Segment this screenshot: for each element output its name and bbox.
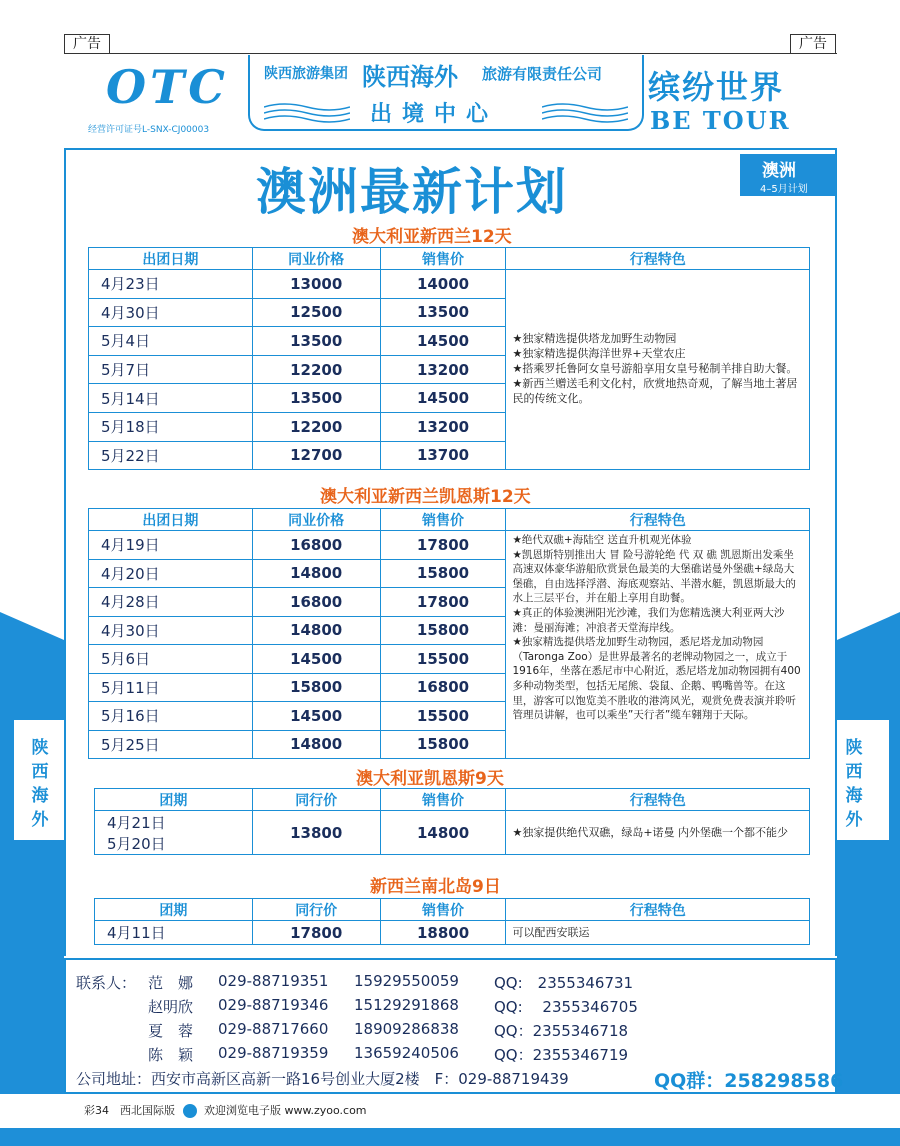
contact-mobile: 15129291868 [354, 996, 459, 1014]
side-label-right [842, 736, 866, 832]
departure-date: 4月30日 [89, 298, 253, 327]
departure-date: 5月18日 [89, 412, 253, 441]
sale-price: 13500 [380, 298, 506, 327]
contact-name: 陈 颖 [148, 1046, 194, 1064]
departure-date: 4月30日 [89, 616, 253, 645]
contact-tel: 029-88719346 [218, 996, 329, 1014]
sale-price: 13200 [380, 412, 506, 441]
contact-mobile: 15929550059 [354, 972, 459, 990]
sale-price: 14500 [380, 327, 506, 356]
col-header: 行程特色 [506, 899, 810, 921]
sale-price: 14000 [380, 270, 506, 299]
table-row [89, 531, 810, 560]
side-char: 外 [845, 810, 863, 830]
sale-price: 18800 [380, 921, 506, 945]
footer-text: 欢迎浏览电子版 www.zyoo.com [204, 1104, 367, 1117]
side-char: 陕 [31, 738, 49, 758]
contact-name: 范 娜 [148, 974, 194, 992]
contact-label: 联系人： [76, 974, 137, 992]
trade-price: 12500 [252, 298, 380, 327]
table-row [89, 270, 810, 299]
trade-price: 15800 [252, 673, 380, 702]
sale-price: 15500 [380, 702, 506, 731]
banner-name: 陕西海外 [362, 62, 458, 91]
contact-mobile: 18909286838 [354, 1020, 459, 1038]
sale-price: 15800 [380, 559, 506, 588]
departure-date: 4月19日 [89, 531, 253, 560]
company-banner [248, 55, 644, 131]
trade-price: 17800 [252, 921, 380, 945]
trade-price: 13000 [252, 270, 380, 299]
trade-price: 12700 [252, 441, 380, 470]
company-address: 公司地址：西安市高新区高新一路16号创业大厦2楼 F：029-88719439 [76, 1070, 569, 1088]
col-header: 行程特色 [506, 509, 810, 531]
region-tag [740, 154, 836, 196]
col-header: 出团日期 [89, 248, 253, 270]
col-header: 行程特色 [506, 789, 810, 811]
be-tour-logo-cn: 缤纷世界 [648, 68, 785, 106]
section-title-1: 澳大利亚新西兰12天 [352, 227, 512, 247]
col-header: 销售价 [380, 899, 506, 921]
col-header: 同业价格 [252, 509, 380, 531]
side-char: 外 [31, 810, 49, 830]
trade-price: 13500 [252, 384, 380, 413]
contact-name: 夏 蓉 [148, 1022, 194, 1040]
side-char: 海 [31, 786, 49, 806]
sale-price: 13200 [380, 355, 506, 384]
side-char: 海 [845, 786, 863, 806]
departure-date: 5月25日 [89, 730, 253, 759]
be-tour-logo-en: BE TOUR [650, 106, 791, 135]
itinerary-features: ★绝代双礁+海陆空 送直升机观光体验 ★凯恩斯特别推出大 冒 险号游轮绝 代 双 礁 凯恩斯出发乘坐高速双体豪华游船欣赏景色最美的大堡礁诺曼外堡礁+绿岛大堡礁，自由选择浮潜、海底观察站、半潜水艇，凯恩斯最大的水上三层平台，并在船上享用自助餐。 ★真正的体验澳洲阳光沙滩，我们为您精选澳大利亚两大沙滩：曼丽海滩；冲浪者天堂海岸线。 ★独家精选提供塔龙加野生动物园，悉尼塔龙加动物园（Taronga Zoo）是世界最著名的老牌动物园之一，成立于1916年，坐落在悉尼市中心附近，悉尼塔龙加动物园拥有400多种动物类型，包括无尾熊、袋鼠、企鹅、鸭嘴兽等。在这里，游客可以饱览美不胜收的港湾风光，观赏免费表演并聆听管理员讲解，也可以乘坐”天行者”缆车翱翔于天际。 [506, 531, 810, 759]
region-tag-plan: 4–5月计划 [760, 184, 808, 195]
departure-date: 5月14日 [89, 384, 253, 413]
banner-center: 出境中心 [370, 102, 499, 127]
sale-price: 17800 [380, 588, 506, 617]
col-header: 销售价 [380, 248, 506, 270]
departure-date: 4月11日 [95, 921, 253, 945]
col-header: 销售价 [380, 789, 506, 811]
sale-price: 14800 [380, 811, 506, 855]
license-number: 经营许可证号L-SNX-CJ00003 [88, 125, 210, 135]
trade-price: 14800 [252, 559, 380, 588]
tour-table-1 [88, 247, 810, 470]
contact-qq: QQ：2355346719 [494, 1046, 629, 1064]
trade-price: 14800 [252, 730, 380, 759]
contact-qq: QQ：2355346718 [494, 1022, 629, 1040]
departure-date: 5月16日 [89, 702, 253, 731]
departure-date: 4月20日 [89, 559, 253, 588]
itinerary-features: ★独家精选提供塔龙加野生动物园 ★独家精选提供海洋世界+天堂农庄 ★搭乘罗托鲁阿女皇号游船享用女皇号秘制羊排自助大餐。 ★新西兰赠送毛利文化村，欣赏地热奇观，了解当地土著居民的传统文化。 [506, 270, 810, 470]
table-row [95, 811, 810, 855]
sale-price: 15500 [380, 645, 506, 674]
section-title-2: 澳大利亚新西兰凯恩斯12天 [320, 487, 531, 507]
trade-price: 14500 [252, 645, 380, 674]
sale-price: 17800 [380, 531, 506, 560]
col-header: 同业价格 [252, 248, 380, 270]
wave-right-icon [542, 101, 628, 123]
globe-icon [183, 1104, 197, 1118]
departure-date: 5月4日 [89, 327, 253, 356]
section-title-4: 新西兰南北岛9日 [370, 877, 501, 897]
contact-qq: QQ: 2355346731 [494, 974, 634, 992]
departure-date: 5月22日 [89, 441, 253, 470]
departure-date: 4月21日 5月20日 [95, 811, 253, 855]
contact-tel: 029-88719359 [218, 1044, 329, 1062]
itinerary-features: ★独家提供绝代双礁，绿岛+诺曼 内外堡礁一个都不能少 [506, 811, 810, 855]
ad-label-right: 广告 [790, 34, 836, 54]
trade-price: 14500 [252, 702, 380, 731]
sale-price: 13700 [380, 441, 506, 470]
departure-date: 4月23日 [89, 270, 253, 299]
trade-price: 13800 [252, 811, 380, 855]
side-char: 西 [845, 762, 863, 782]
trade-price: 16800 [252, 531, 380, 560]
header-divider [64, 53, 837, 54]
trade-price: 16800 [252, 588, 380, 617]
contact-tel: 029-88719351 [218, 972, 329, 990]
wave-left-icon [264, 101, 350, 123]
side-label-left [28, 736, 52, 832]
itinerary-features: 可以配西安联运 [506, 921, 810, 945]
contact-name: 赵明欣 [148, 998, 194, 1016]
trade-price: 12200 [252, 355, 380, 384]
departure-date: 5月7日 [89, 355, 253, 384]
side-char: 陕 [845, 738, 863, 758]
departure-date: 5月6日 [89, 645, 253, 674]
col-header: 同行价 [252, 789, 380, 811]
col-header: 出团日期 [89, 509, 253, 531]
sale-price: 14500 [380, 384, 506, 413]
sale-price: 15800 [380, 730, 506, 759]
col-header: 团期 [95, 789, 253, 811]
col-header: 销售价 [380, 509, 506, 531]
col-header: 行程特色 [506, 248, 810, 270]
col-header: 同行价 [252, 899, 380, 921]
page-title: 澳洲最新计划 [256, 163, 568, 221]
tour-table-3 [94, 788, 810, 855]
sale-price: 15800 [380, 616, 506, 645]
sale-price: 16800 [380, 673, 506, 702]
contact-tel: 029-88717660 [218, 1020, 329, 1038]
departure-date: 5月11日 [89, 673, 253, 702]
table-row [95, 921, 810, 945]
footer-page: 彩34 西北国际版 [84, 1104, 175, 1117]
departure-date: 4月28日 [89, 588, 253, 617]
trade-price: 14800 [252, 616, 380, 645]
trade-price: 12200 [252, 412, 380, 441]
contact-qq: QQ: 2355346705 [494, 998, 638, 1016]
col-header: 团期 [95, 899, 253, 921]
qq-group: QQ群：258298586 [654, 1070, 844, 1092]
region-tag-name: 澳洲 [762, 161, 796, 181]
trade-price: 13500 [252, 327, 380, 356]
section-title-3: 澳大利亚凯恩斯9天 [356, 769, 504, 789]
contact-mobile: 13659240506 [354, 1044, 459, 1062]
footer [84, 1102, 367, 1118]
side-char: 西 [31, 762, 49, 782]
otc-logo: OTC [106, 60, 229, 114]
tour-table-4 [94, 898, 810, 945]
ad-label-left: 广告 [64, 34, 110, 54]
banner-group: 陕西旅游集团 [264, 66, 348, 82]
tour-table-2 [88, 508, 810, 759]
banner-company: 旅游有限责任公司 [482, 65, 603, 83]
